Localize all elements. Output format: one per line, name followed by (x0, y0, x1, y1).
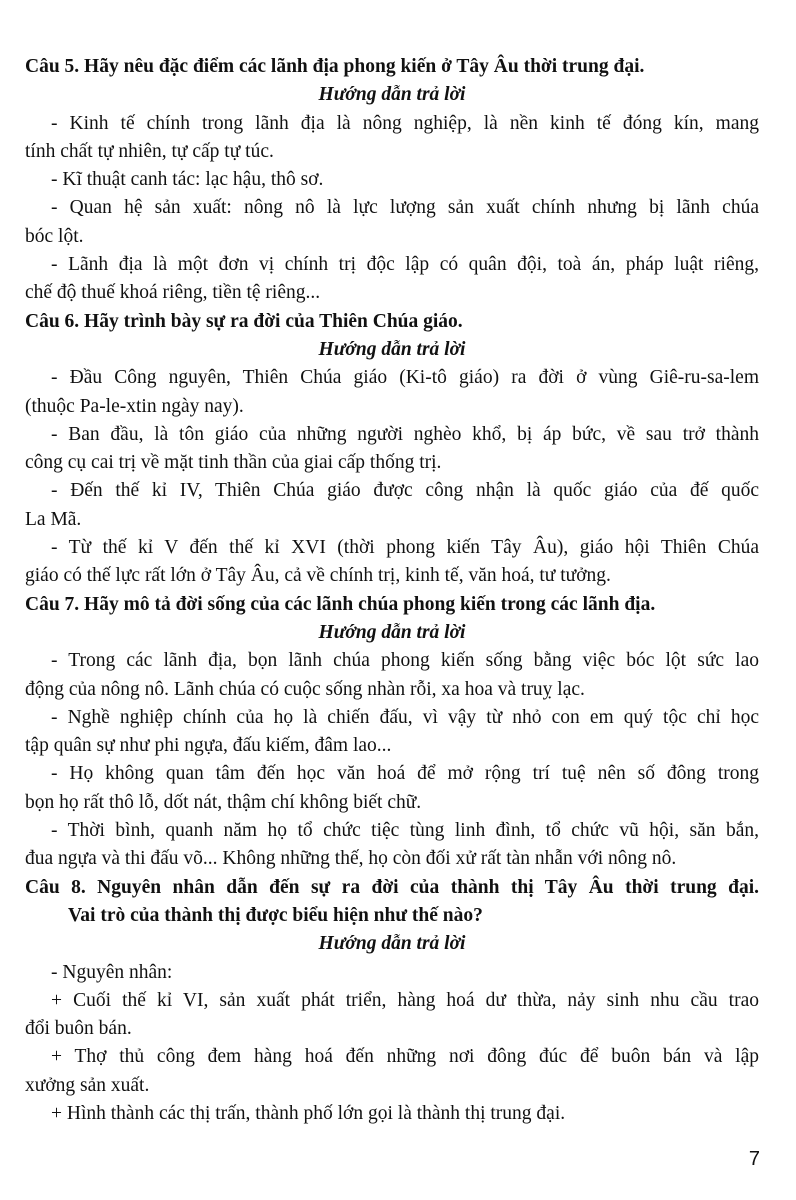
question-heading: Câu 7. Hãy mô tả đời sống của các lãnh chúa phong kiến trong các lãnh địa. (25, 593, 656, 615)
paragraph-line: - Đầu Công nguyên, Thiên Chúa giáo (Ki-tô giáo) ra đời ở vùng Giê-ru-sa-lem (51, 367, 759, 389)
answer-guide-heading: Hướng dẫn trả lời (318, 933, 466, 955)
paragraph-line: giáo có thế lực rất lớn ở Tây Âu, cả về chính trị, kinh tế, văn hoá, tư tưởng. (25, 565, 611, 587)
paragraph-line: + Thợ thủ công đem hàng hoá đến những nơi đông đúc để buôn bán và lập (51, 1046, 759, 1068)
paragraph-line: - Trong các lãnh địa, bọn lãnh chúa phong kiến sống bằng việc bóc lột sức lao (51, 650, 759, 672)
answer-guide-heading: Hướng dẫn trả lời (318, 84, 466, 106)
paragraph-line: - Ban đầu, là tôn giáo của những người nghèo khổ, bị áp bức, về sau trở thành (51, 423, 759, 445)
paragraph-line: xưởng sản xuất. (25, 1074, 150, 1096)
question-heading: Câu 5. Hãy nêu đặc điểm các lãnh địa phong kiến ở Tây Âu thời trung đại. (25, 56, 645, 77)
paragraph-line: - Họ không quan tâm đến học văn hoá để mở rộng trí tuệ nên số đông trong (51, 763, 759, 785)
paragraph-line: - Quan hệ sản xuất: nông nô là lực lượng sản xuất chính nhưng bị lãnh chúa (51, 197, 759, 219)
paragraph-line: + Cuối thế kỉ VI, sản xuất phát triển, hàng hoá dư thừa, nảy sinh nhu cầu trao (51, 989, 759, 1011)
paragraph-line: chế độ thuế khoá riêng, tiền tệ riêng... (25, 282, 321, 304)
paragraph-line: bóc lột. (25, 225, 84, 247)
answer-guide-heading: Hướng dẫn trả lời (318, 338, 466, 360)
question-heading: Câu 8. Nguyên nhân dẫn đến sự ra đời của thành thị Tây Âu thời trung đại. (25, 876, 759, 898)
paragraph-line: La Mã. (25, 508, 82, 530)
paragraph-line: động của nông nô. Lãnh chúa có cuộc sống nhàn rỗi, xa hoa và truỵ lạc. (25, 678, 585, 700)
paragraph-line: - Thời bình, quanh năm họ tổ chức tiệc tùng linh đình, tổ chức vũ hội, săn bắn, (51, 820, 759, 842)
paragraph-line: + Hình thành các thị trấn, thành phố lớn gọi là thành thị trung đại. (51, 1102, 566, 1124)
paragraph-line: đổi buôn bán. (25, 1018, 132, 1040)
paragraph-line: - Nghề nghiệp chính của họ là chiến đấu, vì vậy từ nhỏ con em quý tộc chỉ học (51, 706, 759, 728)
paragraph-line: bọn họ rất thô lỗ, dốt nát, thậm chí không biết chữ. (25, 791, 422, 813)
question-heading: Vai trò của thành thị được biểu hiện như thế nào? (68, 904, 483, 926)
paragraph-line: - Kinh tế chính trong lãnh địa là nông nghiệp, là nền kinh tế đóng kín, mang (51, 112, 759, 134)
paragraph-line: - Đến thế kỉ IV, Thiên Chúa giáo được công nhận là quốc giáo của đế quốc (51, 480, 759, 502)
document-page (25, 53, 759, 1128)
paragraph-line: - Nguyên nhân: (51, 961, 173, 983)
answer-guide-heading: Hướng dẫn trả lời (318, 621, 466, 643)
page-number: 7 (748, 1148, 760, 1170)
paragraph-line: (thuộc Pa-le-xtin ngày nay). (25, 395, 244, 417)
paragraph-line: - Kĩ thuật canh tác: lạc hậu, thô sơ. (51, 169, 324, 191)
paragraph-line: tính chất tự nhiên, tự cấp tự túc. (25, 140, 274, 162)
question-heading: Câu 6. Hãy trình bày sự ra đời của Thiên Chúa giáo. (25, 310, 463, 332)
paragraph-line: - Lãnh địa là một đơn vị chính trị độc lập có quân đội, toà án, pháp luật riêng, (51, 254, 759, 276)
paragraph-line: đua ngựa và thi đấu võ... Không những thế, họ còn đối xử rất tàn nhẫn với nông nô. (25, 848, 677, 870)
paragraph-line: công cụ cai trị về mặt tinh thần của giai cấp thống trị. (25, 452, 442, 474)
paragraph-line: - Từ thế kỉ V đến thế kỉ XVI (thời phong kiến Tây Âu), giáo hội Thiên Chúa (51, 537, 759, 559)
paragraph-line: tập quân sự như phi ngựa, đấu kiếm, đâm lao... (25, 735, 392, 757)
